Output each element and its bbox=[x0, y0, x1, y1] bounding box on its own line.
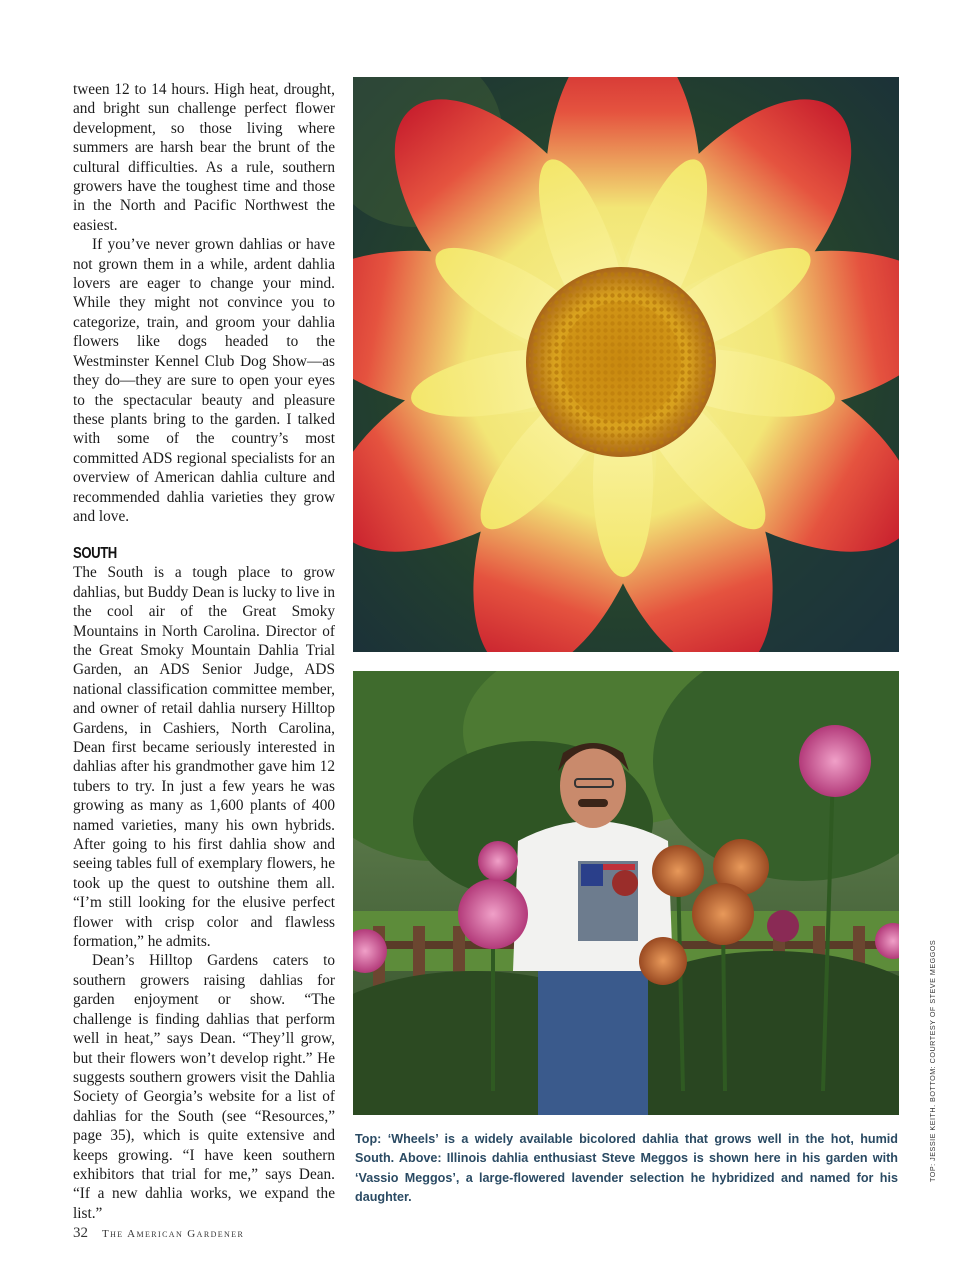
body-paragraph: The South is a tough place to grow dahlias, but Buddy Dean is lucky to live in the cool air of the Great Smoky Mountains in North Carolina. Director of the Great Smoky Mountain Dahlia Trial Garden, an ADS Senior Judge, ADS national classification committee member, and owner of retail dahlia nursery Hilltop Gardens, in Cashiers, North Carolina, Dean first became seriously interested in dahlias after his grandmother gave him 12 tubers to try. In just a few years he was growing as many as 1,600 plants of 400 named varieties, many his own hybrids. After going to his first dahlia show and seeing tables full of exemplary flowers, he took up the quest to outshine them all. “I’m still looking for the elusive perfect flower with crisp color and flawless formation,” he admits. bbox=[73, 564, 335, 951]
garden-dahlias-photo bbox=[353, 671, 899, 1115]
garden-illustration bbox=[353, 671, 899, 1115]
body-paragraph: Dean’s Hilltop Gardens caters to southern growers raising dahlias for garden enjoyment or show. “The challenge is finding dahlias that perform well in heat,” says Dean. “They’ll grow, but their flowers won’t develop right.” He suggests southern growers visit the Dahlia Society of Georgia’s website for a list of dahlias for the South (see “Resources,” page 35), which is quite extensive and keeps growing. “I have keen southern exhibitors that trial for me,” says Dean. “If a new dahlia works, we expand the list.” bbox=[73, 952, 335, 1222]
article-column bbox=[73, 80, 335, 1223]
publication-name: The American Gardener bbox=[102, 1228, 245, 1240]
section-heading: SOUTH bbox=[73, 545, 117, 563]
dahlia-flower-illustration bbox=[353, 77, 899, 652]
page-number: 32 bbox=[73, 1225, 88, 1241]
body-paragraph: tween 12 to 14 hours. High heat, drought, and bright sun challenge perfect flower development, so those living where summers are harsh bear the brunt of the cultural difficulties. As a rule, southern growers have the toughest time and those in the North and Pacific Northwest the easiest. bbox=[73, 81, 335, 234]
page-footer bbox=[73, 1224, 244, 1242]
photo-credit: TOP: JESSIE KEITH. BOTTOM: COURTESY OF STEVE MEGGOS bbox=[928, 939, 937, 1182]
body-paragraph: If you’ve never grown dahlias or have not grown them in a while, ardent dahlia lovers are eager to change your mind. While they might not convince you to categorize, train, and groom your dahlia flowers like dogs headed to the Westminster Kennel Club Dog Show—as they do—they are sure to open your eyes to the spectacular beauty and pleasure these plants bring to the garden. I talked with some of the country’s most committed ADS regional specialists for an overview of American dahlia culture and recommended dahlia varieties they grow and love. bbox=[73, 236, 335, 525]
photo-caption: Top: ‘Wheels’ is a widely available bicolored dahlia that grows well in the hot, humid South. Above: Illinois dahlia enthusiast Steve Meggos is shown here in his garden with ‘Vassio Meggos’, a large-flowered lavender selection he hybridized and named for his daughter. bbox=[355, 1132, 898, 1204]
dahlia-wheels-photo bbox=[353, 77, 899, 652]
